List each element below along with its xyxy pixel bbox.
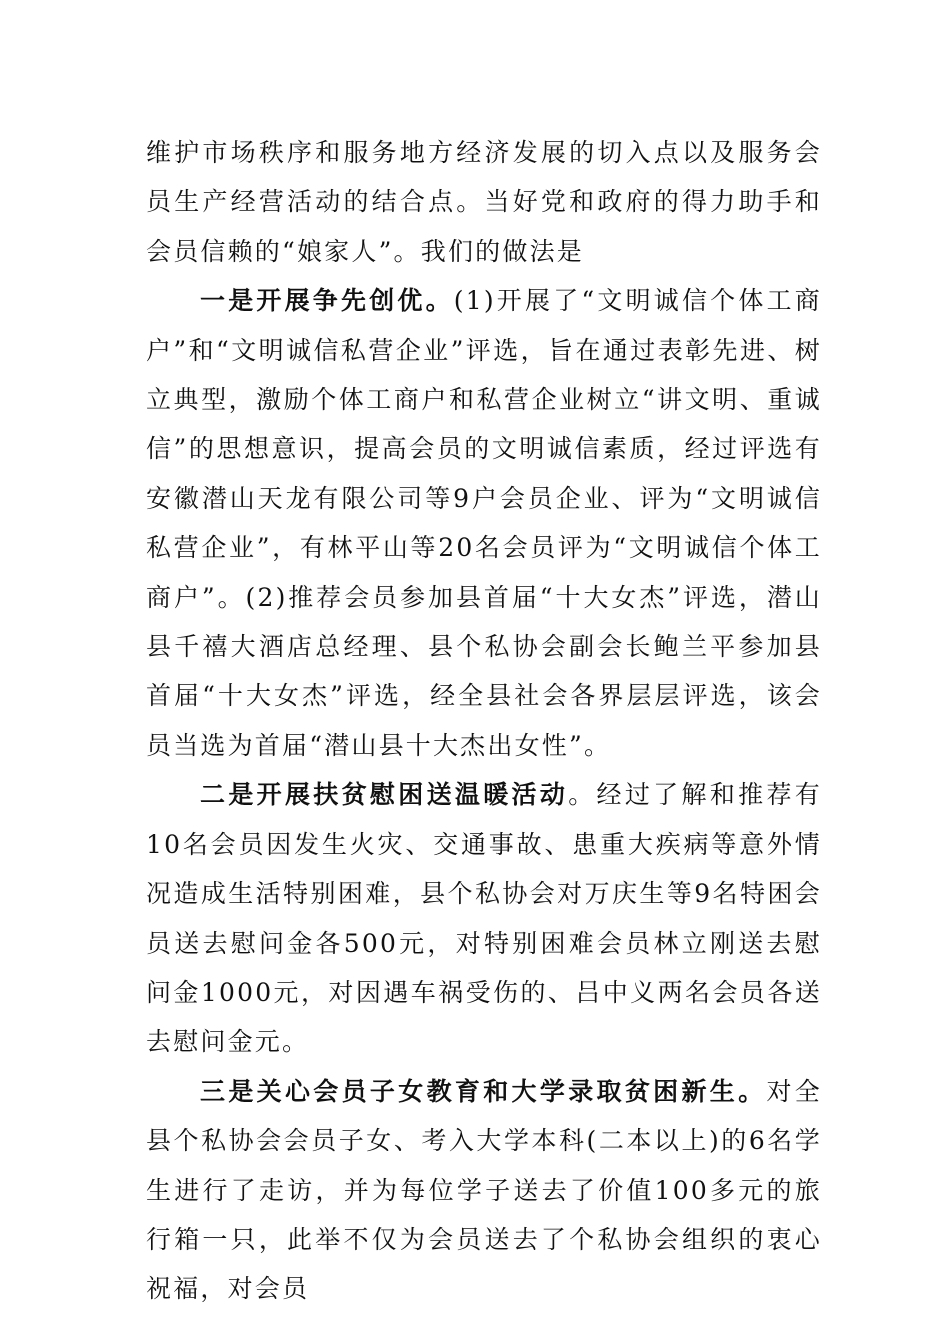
paragraph-education [146,1067,822,1314]
paragraph-lead: 三是关心会员子女教育和大学录取贫困新生。 [200,1076,767,1106]
document-body [146,128,822,1314]
paragraph-lead: 一是开展争先创优。 [200,286,454,316]
paragraph-text: 对全县个私协会会员子女、考入大学本科(二本以上)的6名学生进行了走访，并为每位学子送去了价值100多元的旅行箱一只，此举不仅为会员送去了个私协会组织的衷心祝福，对会员 [146,1076,822,1304]
paragraph-text: 。经过了解和推荐有10名会员因发生火灾、交通事故、患重大疾病等意外情况造成生活特别困难，县个私协会对万庆生等9名特困会员送去慰问金各500元，对特别困难会员林立刚送去慰问金1000元，对因遇车祸受伤的、吕中义两名会员各送去慰问金元。 [146,780,822,1057]
paragraph-competition [146,276,822,770]
paragraph-lead: 二是开展扶贫慰困送温暖活动 [200,780,569,810]
paragraph-text: 维护市场秩序和服务地方经济发展的切入点以及服务会员生产经营活动的结合点。当好党和政府的得力助手和会员信赖的“娘家人”。我们的做法是 [146,138,822,266]
paragraph-intro [146,128,822,276]
paragraph-text: (1)开展了“文明诚信个体工商户”和“文明诚信私营企业”评选，旨在通过表彰先进、树立典型，激励个体工商户和私营企业树立“讲文明、重诚信”的思想意识，提高会员的文明诚信素质，经过评选有安徽潜山天龙有限公司等9户会员企业、评为“文明诚信私营企业”，有林平山等20名会员评为“文明诚信个体工商户”。(2)推荐会员参加县首届“十大女杰”评选，潜山县千禧大酒店总经理、县个私协会副会长鲍兰平参加县首届“十大女杰”评选，经全县社会各界层层评选，该会员当选为首届“潜山县十大杰出女性”。 [146,286,822,760]
paragraph-poverty-relief [146,770,822,1066]
